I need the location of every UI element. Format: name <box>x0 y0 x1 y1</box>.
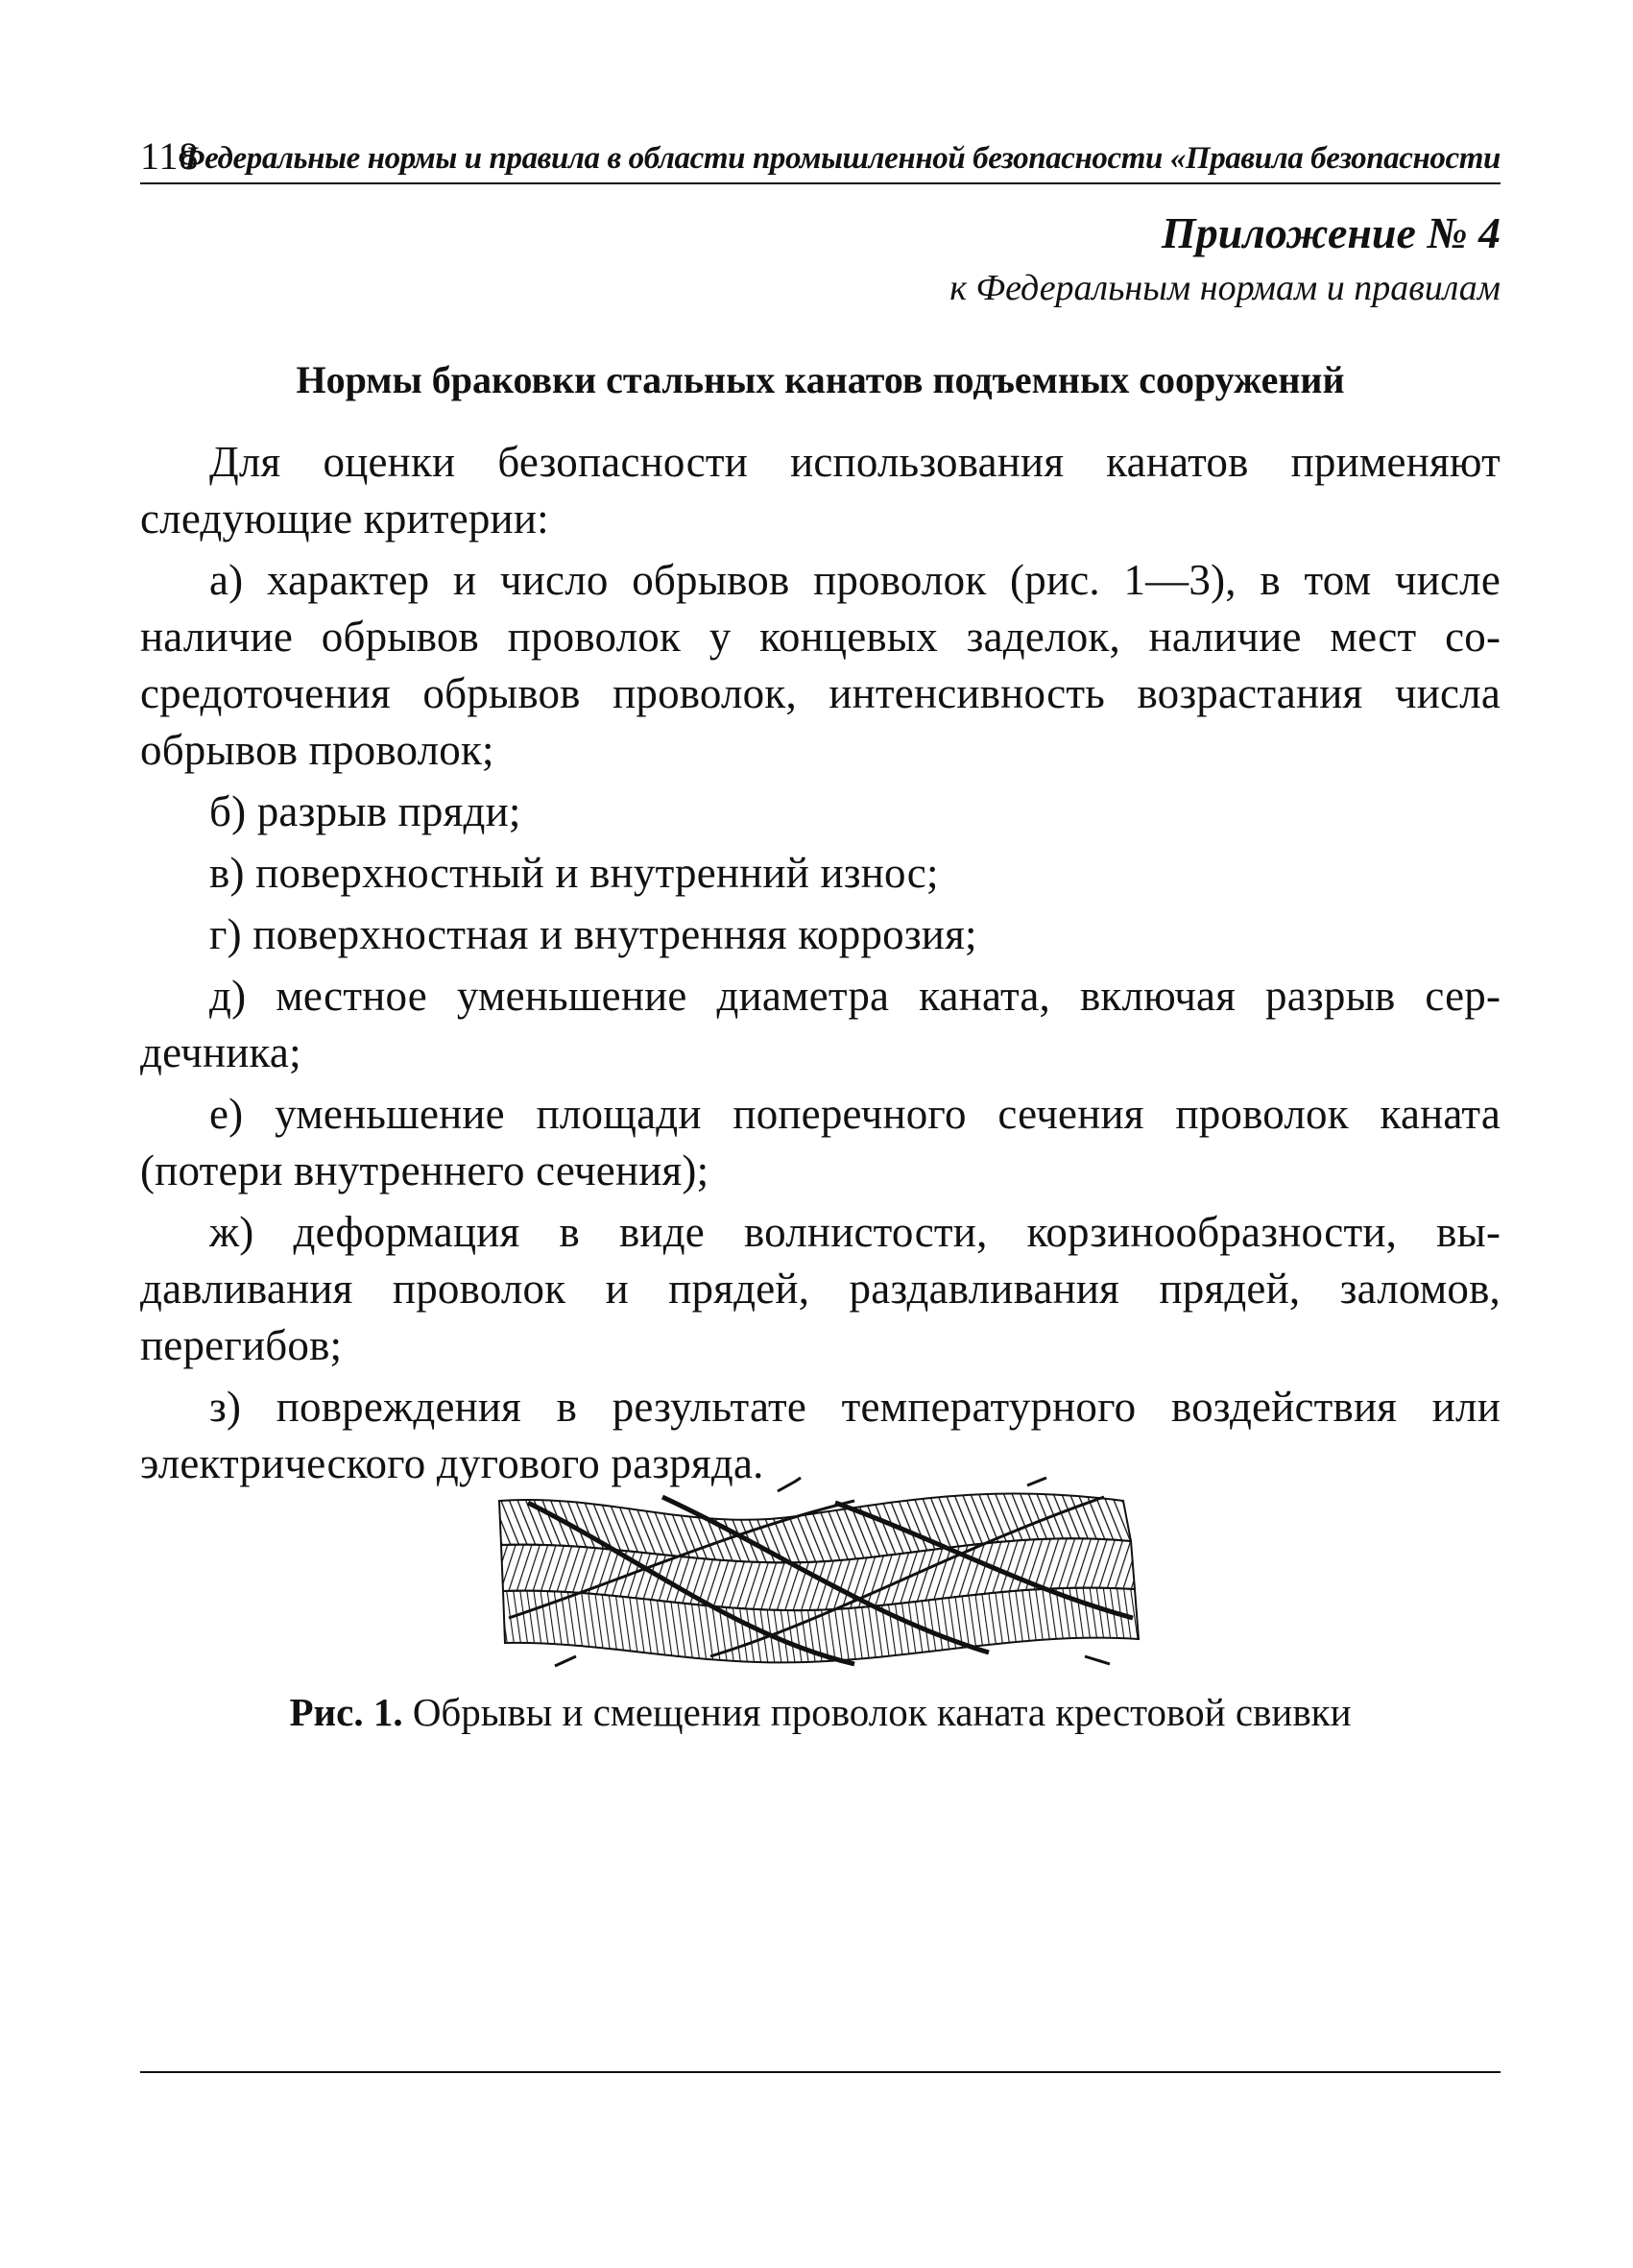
section-heading: Нормы браковки стальных канатов подъемных сооружений <box>296 358 1345 401</box>
paragraph-item-v: в) поверхностный и внутренний износ; <box>209 849 939 897</box>
paragraph-intro: Для оценки безопасности использования канатов применяют следующие критерии: <box>140 438 1501 543</box>
figure-caption <box>140 1685 1501 1739</box>
paragraph-item-d: д) местное уменьшение диаметра каната, включая разрыв сердечника; <box>140 972 1501 1076</box>
body-text <box>140 434 1501 1497</box>
paragraph-item-z: з) повреждения в результате температурного воздействия или электрического дугового разряда. <box>140 1383 1501 1487</box>
appendix-block <box>949 204 1501 313</box>
paragraph-item-b: б) разрыв пряди; <box>209 787 521 835</box>
footer-rule <box>140 2071 1501 2073</box>
steel-rope-illustration <box>490 1474 1152 1680</box>
figure-caption-text: Обрывы и смещения проволок каната крестовой свивки <box>402 1690 1352 1734</box>
running-header <box>140 134 1501 184</box>
appendix-subtitle: к Федеральным нормам и правилам <box>949 268 1501 308</box>
paragraph-item-zh: ж) деформация в виде волнистости, корзинообразности, выдавливания проволок и прядей, раздавливания прядей, заломов, перегибов; <box>140 1208 1501 1369</box>
appendix-title: Приложение № 4 <box>1161 208 1501 257</box>
figure-caption-number: Рис. 1. <box>289 1690 403 1734</box>
paragraph-item-a: а) характер и число обрывов проволок (рис. 1—3), в том числе наличие обрывов проволок у концевых заделок, наличие мест сосредоточения обрывов проволок, интенсивность возрастания числа обрывов проволок; <box>140 556 1501 774</box>
page-number: 118 <box>140 134 200 178</box>
running-title: Федеральные нормы и правила в области промышленной безопасности «Правила безопасности <box>178 141 1501 176</box>
paragraph-item-e: е) уменьшение площади поперечного сечения проволок каната (потери внутреннего сечения); <box>140 1090 1501 1194</box>
paragraph-item-g: г) поверхностная и внутренняя коррозия; <box>209 910 977 958</box>
